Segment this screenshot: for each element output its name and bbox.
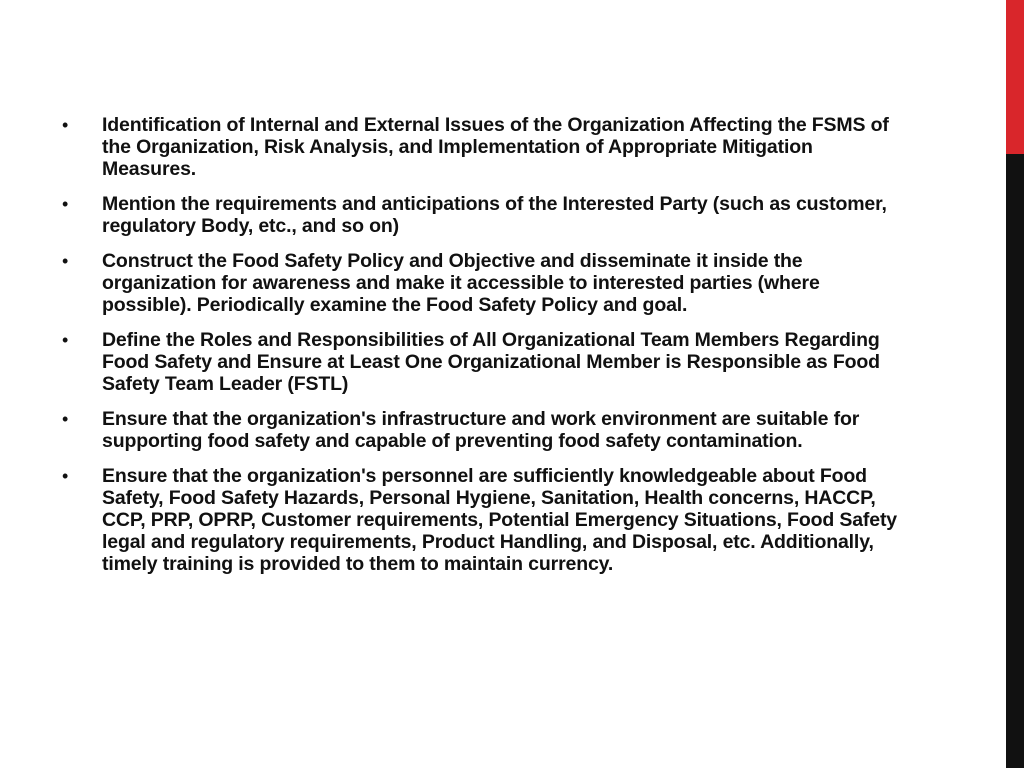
right-accent-red-segment (1006, 0, 1024, 154)
bullet-dot-icon: • (62, 409, 69, 429)
bullet-item-5 (62, 408, 912, 452)
bullet-text: Ensure that the organization's infrastructure and work environment are suitable for supporting food safety and capable of preventing food safety contamination. (102, 408, 860, 452)
bullet-dot-icon: • (62, 466, 69, 486)
bullet-list (62, 114, 912, 575)
right-accent-bar (1006, 0, 1024, 768)
bullet-text: Define the Roles and Responsibilities of All Organizational Team Members Regarding Food Safety and Ensure at Least One Organizational Member is Responsible as Food Safety Team Leader (FSTL) (102, 329, 880, 395)
bullet-dot-icon: • (62, 115, 69, 135)
bullet-text: Construct the Food Safety Policy and Objective and disseminate it inside the organization for awareness and make it accessible to interested parties (where possible). Periodically examine the Food Safety Policy and goal. (102, 250, 820, 316)
bullet-item-6 (62, 465, 912, 575)
bullet-dot-icon: • (62, 194, 69, 214)
bullet-text: Ensure that the organization's personnel are sufficiently knowledgeable about Food Safety, Food Safety Hazards, Personal Hygiene, Sanitation, Health concerns, HACCP, CCP, PRP, OPRP, Customer requirements, Potential Emergency Situations, Food Safety legal and regulatory requirements, Product Handling, and Disposal, etc. Additionally, timely training is provided to them to maintain currency. (102, 465, 897, 575)
slide-content (62, 114, 912, 588)
bullet-dot-icon: • (62, 251, 69, 271)
bullet-item-2 (62, 193, 912, 237)
bullet-text: Identification of Internal and External Issues of the Organization Affecting the FSMS of the Organization, Risk Analysis, and Implementation of Appropriate Mitigation Measures. (102, 114, 889, 180)
bullet-item-3 (62, 250, 912, 316)
bullet-item-4 (62, 329, 912, 395)
bullet-dot-icon: • (62, 330, 69, 350)
bullet-text: Mention the requirements and anticipations of the Interested Party (such as customer, regulatory Body, etc., and so on) (102, 193, 887, 237)
bullet-item-1 (62, 114, 912, 180)
